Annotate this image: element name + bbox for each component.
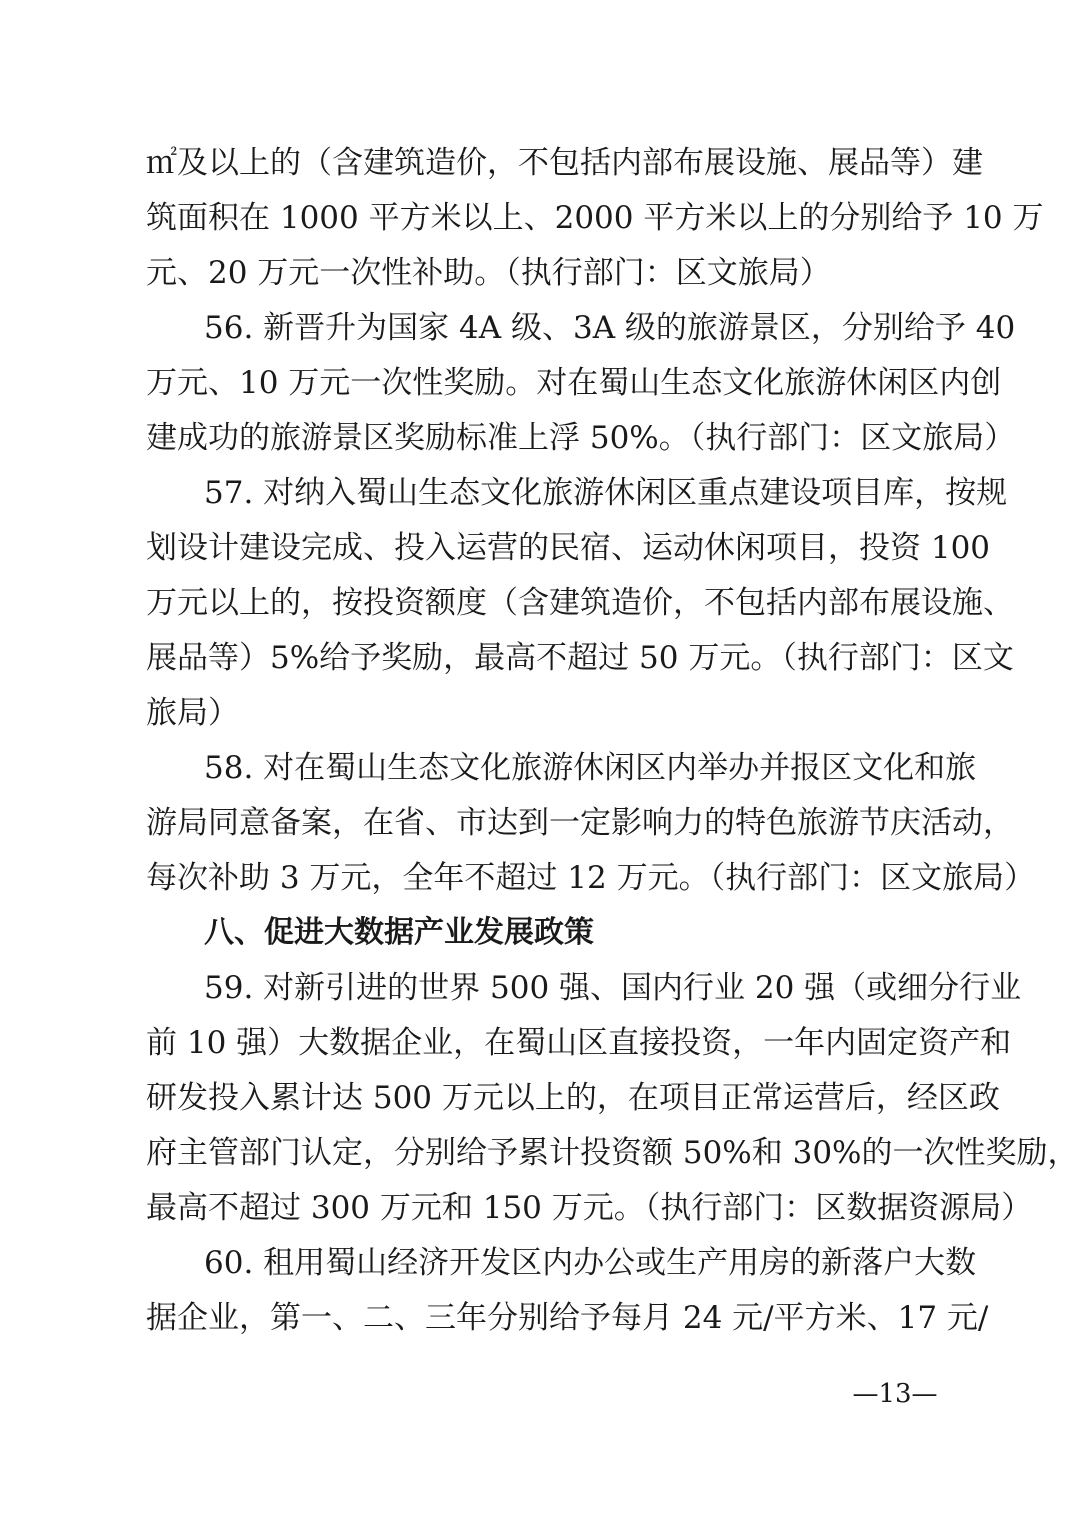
text-line: 展品等）5%给予奖励，最高不超过 50 万元。（执行部门：区文 — [146, 640, 1014, 676]
text-line: 每次补助 3 万元，全年不超过 12 万元。（执行部门：区文旅局） — [146, 860, 1036, 896]
text-line: 筑面积在 1000 平方米以上、2000 平方米以上的分别给予 10 万 — [146, 200, 1044, 236]
text-line: 万元、10 万元一次性奖励。对在蜀山生态文化旅游休闲区内创 — [146, 365, 1002, 401]
text-line: 57. 对纳入蜀山生态文化旅游休闲区重点建设项目库，按规 — [204, 475, 1008, 511]
text-line: 划设计建设完成、投入运营的民宿、运动休闲项目，投资 100 — [146, 530, 991, 566]
text-line: 58. 对在蜀山生态文化旅游休闲区内举办并报区文化和旅 — [204, 750, 977, 786]
section-heading: 八、促进大数据产业发展政策 — [204, 915, 594, 950]
text-line: 府主管部门认定，分别给予累计投资额 50%和 30%的一次性奖励， — [146, 1135, 1079, 1171]
text-line: 建成功的旅游景区奖励标准上浮 50%。（执行部门：区文旅局） — [146, 420, 1016, 456]
text-line: 万元以上的，按投资额度（含建筑造价，不包括内部布展设施、 — [146, 585, 1014, 621]
text-line: 56. 新晋升为国家 4A 级、3A 级的旅游景区，分别给予 40 — [204, 310, 1016, 346]
text-line: 研发投入累计达 500 万元以上的，在项目正常运营后，经区政 — [146, 1080, 1000, 1116]
text-line: 游局同意备案，在省、市达到一定影响力的特色旅游节庆活动， — [146, 805, 1014, 841]
text-line: 60. 租用蜀山经济开发区内办公或生产用房的新落户大数 — [204, 1245, 977, 1281]
text-line: 旅局） — [146, 695, 239, 731]
text-line: ㎡及以上的（含建筑造价，不包括内部布展设施、展品等）建 — [146, 145, 983, 181]
page-number: —13— — [852, 1379, 938, 1409]
text-line: 最高不超过 300 万元和 150 万元。（执行部门：区数据资源局） — [146, 1190, 1033, 1226]
text-line: 59. 对新引进的世界 500 强、国内行业 20 强（或细分行业 — [204, 970, 1022, 1006]
text-line: 据企业，第一、二、三年分别给予每月 24 元/平方米、17 元/ — [146, 1300, 989, 1336]
text-line: 前 10 强）大数据企业，在蜀山区直接投资，一年内固定资产和 — [146, 1025, 1012, 1061]
text-line: 元、20 万元一次性补助。（执行部门：区文旅局） — [146, 255, 831, 291]
